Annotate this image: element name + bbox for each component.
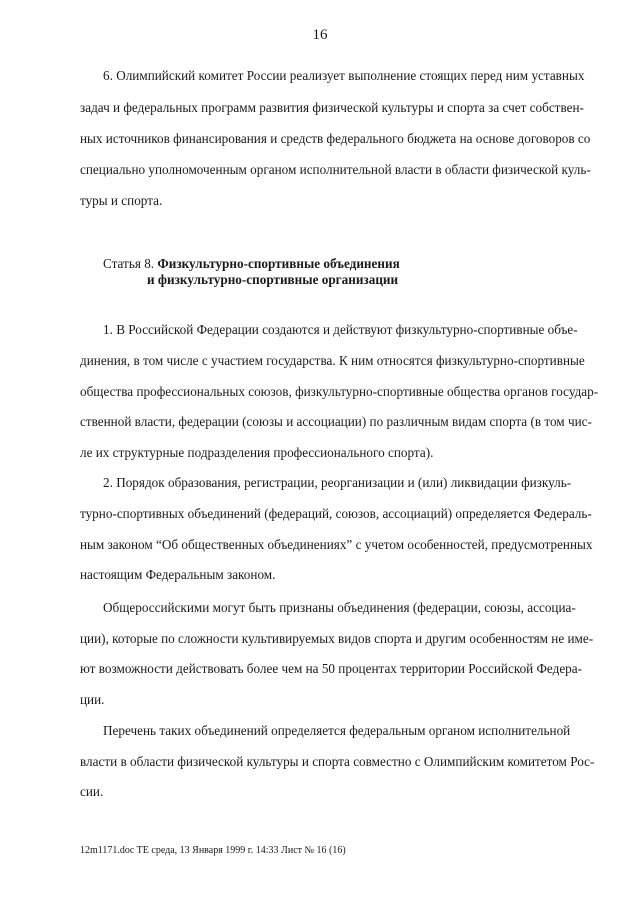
text-line: ных источников финансирования и средств федерального бюджета на основе договоров со xyxy=(80,131,591,146)
text-line: 1. В Российской Федерации создаются и действуют физкультурно-спортивные объе- xyxy=(103,322,578,337)
text-line: общества профессиональных союзов, физкультурно-спортивные общества органов государ- xyxy=(80,384,599,399)
article-prefix: Статья 8. xyxy=(103,256,155,271)
text-line: 6. Олимпийский комитет России реализует выполнение стоящих перед ним уставных xyxy=(103,68,585,83)
text-line: задач и федеральных программ развития физической культуры и спорта за счет собствен- xyxy=(80,100,584,115)
text-line: Перечень таких объединений определяется федеральным органом исполнительной xyxy=(103,723,571,738)
article-heading xyxy=(103,256,400,272)
text-line: ственной власти, федерации (союзы и ассоциации) по различным видам спорта (в том чис- xyxy=(80,414,592,429)
text-line: туры и спорта. xyxy=(80,193,163,208)
article-title-line2: и физкультурно-спортивные организации xyxy=(147,272,399,287)
article-title-line1: Физкультурно-спортивные объединения xyxy=(157,256,400,271)
page-number: 16 xyxy=(312,27,328,43)
text-line: власти в области физической культуры и спорта совместно с Олимпийским комитетом Рос- xyxy=(80,754,595,769)
text-line: сии. xyxy=(80,784,104,799)
article-heading-line2 xyxy=(147,272,398,288)
text-line: турно-спортивных объединений (федераций, союзов, ассоциаций) определяется Федераль- xyxy=(80,506,592,521)
text-line: ции), которые по сложности культивируемых видов спорта и другим особенностям не име- xyxy=(80,631,594,646)
text-line: динения, в том числе с участием государства. К ним относятся физкультурно-спортивные xyxy=(80,353,585,368)
text-line: специально уполномоченным органом исполнительной власти в области физической куль- xyxy=(80,162,591,177)
text-line: Общероссийскими могут быть признаны объединения (федерации, союзы, ассоциа- xyxy=(103,600,576,615)
document-footer: 12m1171.doc TE среда, 13 Января 1999 г. 14:33 Лист № 16 (16) xyxy=(80,845,346,856)
text-line: настоящим Федеральным законом. xyxy=(80,567,276,582)
text-line: ным законом “Об общественных объединениях” с учетом особенностей, предусмотренных xyxy=(80,537,593,552)
text-line: 2. Порядок образования, регистрации, реорганизации и (или) ликвидации физкуль- xyxy=(103,475,572,490)
text-line: ции. xyxy=(80,692,105,707)
text-line: ют возможности действовать более чем на 50 процентах территории Российской Федера- xyxy=(80,661,583,676)
text-line: ле их структурные подразделения профессионального спорта). xyxy=(80,445,434,460)
